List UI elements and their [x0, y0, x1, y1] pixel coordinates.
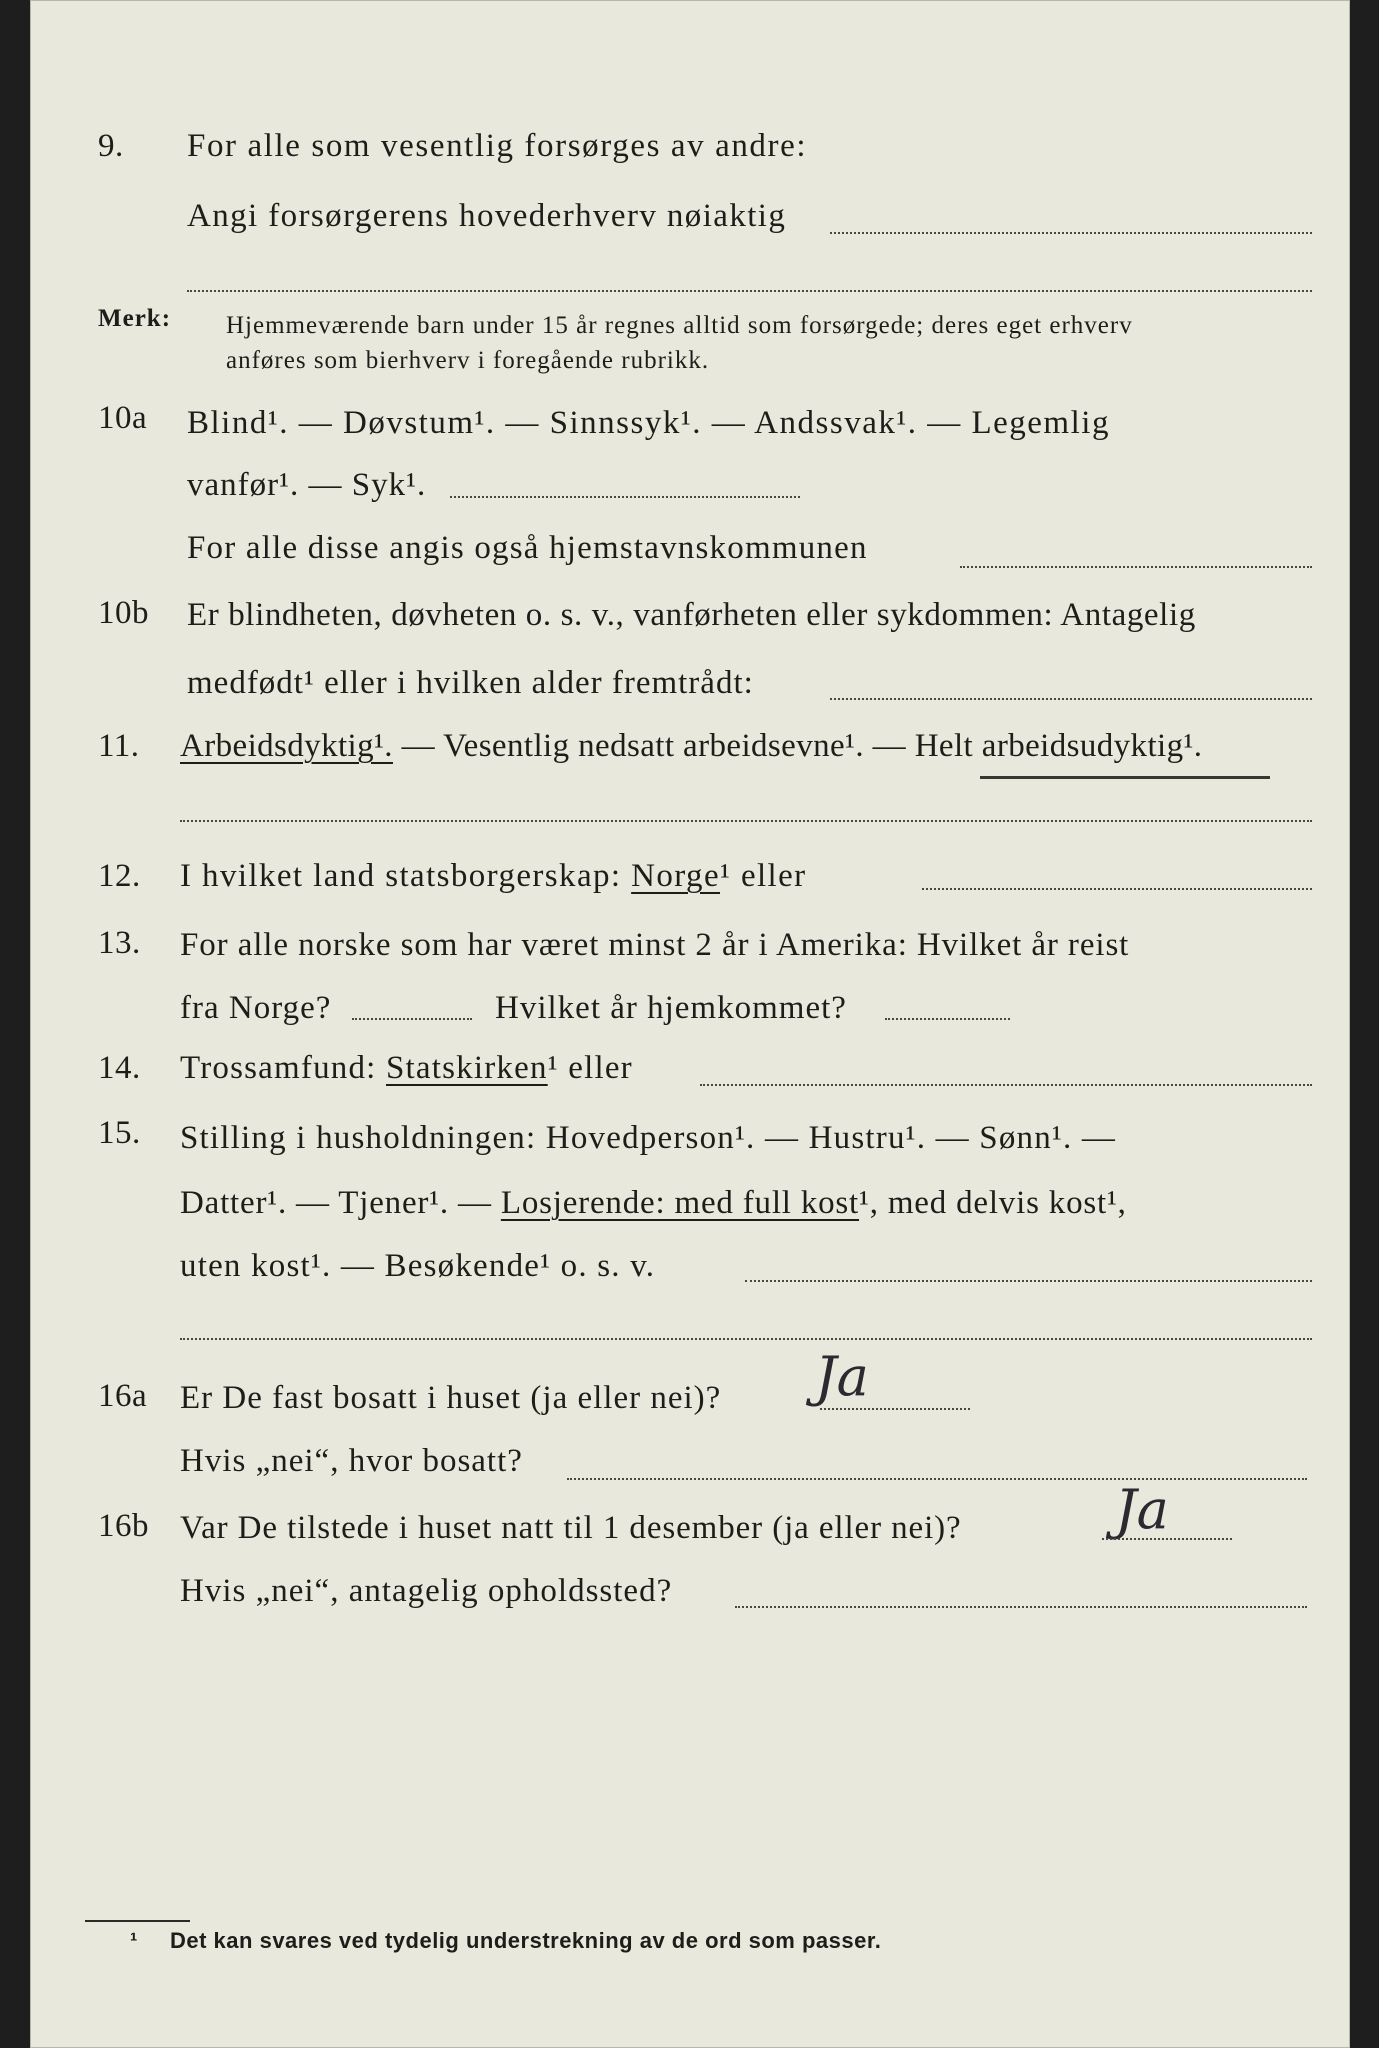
q16a-line1: Er De fast bosatt i huset (ja eller nei)? [180, 1380, 722, 1416]
q16a-handwritten-answer[interactable]: Ja [815, 1345, 869, 1408]
q16b-line1: Var De tilstede i huset natt til 1 desember (ja eller nei)? [180, 1510, 962, 1546]
footnote-rule [85, 1920, 190, 1922]
q9-answer-line[interactable] [830, 232, 1312, 234]
merk-line1: Hjemmeværende barn under 15 år regnes alltid som forsørgede; deres eget erhverv [226, 312, 1133, 339]
q14-answer-line[interactable] [700, 1084, 1312, 1086]
q15-line2 [180, 1185, 1127, 1222]
q16a-bosatt-answer-line[interactable] [567, 1478, 1307, 1480]
q12-prompt: I hvilket land statsborgerskap: [180, 858, 632, 894]
q15-line2-rest[interactable]: ¹, med delvis kost¹, [859, 1185, 1127, 1221]
census-form-page [30, 0, 1350, 2048]
q11-extra-line[interactable] [180, 820, 1312, 822]
q16a-number: 16a [98, 1378, 148, 1414]
q14-text [180, 1050, 633, 1087]
q9-line2: Angi forsørgerens hovederhverv nøiaktig [187, 198, 787, 234]
q15-number: 15. [98, 1115, 141, 1151]
q13-reist-answer-line[interactable] [352, 1018, 472, 1020]
merk-label: Merk: [98, 305, 172, 332]
q11-option-udyktig[interactable]: Helt arbeidsudyktig¹. [914, 728, 1203, 764]
q16b-line2: Hvis „nei“, antagelig opholdssted? [180, 1573, 673, 1609]
merk-line2: anføres som bierhverv i foregående rubrikk. [226, 347, 710, 374]
q10a-line2: vanfør¹. — Syk¹. [187, 467, 427, 503]
q13-line2a: fra Norge? [180, 990, 332, 1026]
q12-answer-line[interactable] [922, 888, 1312, 890]
q15-answer-losjerende[interactable]: Losjerende: med full kost [500, 1185, 860, 1221]
q14-answer-statskirken[interactable]: Statskirken [386, 1050, 548, 1086]
q16a-answer-line[interactable] [820, 1408, 970, 1410]
q16a-line2: Hvis „nei“, hvor bosatt? [180, 1443, 523, 1479]
q9-line1: For alle som vesentlig forsørges av andre: [187, 128, 808, 164]
q11-option-middle[interactable]: — Vesentlig nedsatt arbeidsevne¹. — [392, 728, 915, 764]
q12-answer-norge[interactable]: Norge [631, 858, 720, 894]
q15-line3: uten kost¹. — Besøkende¹ o. s. v. [180, 1248, 656, 1284]
q13-line2b: Hvilket år hjemkommet? [495, 990, 847, 1026]
q13-number: 13. [98, 925, 141, 961]
q10a-syk-answer-line[interactable] [450, 496, 800, 498]
q16b-answer-line[interactable] [1102, 1538, 1232, 1540]
q12-text [180, 858, 807, 895]
footnote-mark: ¹ [130, 1928, 138, 1953]
q11-options [180, 728, 1202, 765]
q11-strikethrough [980, 776, 1270, 779]
q10b-line1: Er blindheten, døvheten o. s. v., vanførheten eller sykdommen: Antagelig [187, 597, 1196, 633]
q15-answer-line[interactable] [745, 1280, 1312, 1282]
q13-hjemkommet-answer-line[interactable] [885, 1018, 1010, 1020]
q10a-line1: Blind¹. — Døvstum¹. — Sinnssyk¹. — Andssvak¹. — Legemlig [187, 405, 1110, 441]
q13-line1: For alle norske som har været minst 2 år i Amerika: Hvilket år reist [180, 927, 1130, 963]
q14-suffix: ¹ eller [547, 1050, 633, 1086]
q16b-number: 16b [98, 1508, 149, 1544]
q11-number: 11. [98, 728, 140, 764]
q16b-handwritten-answer[interactable]: Ja [1115, 1478, 1169, 1541]
q16b-opholdssted-answer-line[interactable] [735, 1606, 1307, 1608]
q9-extra-line[interactable] [187, 290, 1312, 292]
q14-number: 14. [98, 1050, 141, 1086]
q12-suffix: ¹ eller [720, 858, 807, 894]
q10b-number: 10b [98, 595, 149, 631]
q10a-number: 10a [98, 400, 148, 436]
q10a-kommune-answer-line[interactable] [960, 566, 1312, 568]
q14-prompt: Trossamfund: [180, 1050, 386, 1086]
q10b-answer-line[interactable] [830, 698, 1312, 700]
q15-line1: Stilling i husholdningen: Hovedperson¹. — Hustru¹. — Sønn¹. — [180, 1120, 1117, 1156]
q10b-line2: medfødt¹ eller i hvilken alder fremtrådt: [187, 665, 754, 701]
footnote-text: Det kan svares ved tydelig understrekning av de ord som passer. [170, 1928, 882, 1953]
q12-number: 12. [98, 858, 141, 894]
q15-extra-line[interactable] [180, 1338, 1312, 1340]
q9-number: 9. [98, 128, 124, 164]
q15-line2-options[interactable]: Datter¹. — Tjener¹. — [180, 1185, 501, 1221]
q11-option-arbeidsdyktig[interactable]: Arbeidsdyktig¹. [180, 728, 393, 764]
q10a-line3: For alle disse angis også hjemstavnskommunen [187, 530, 868, 566]
